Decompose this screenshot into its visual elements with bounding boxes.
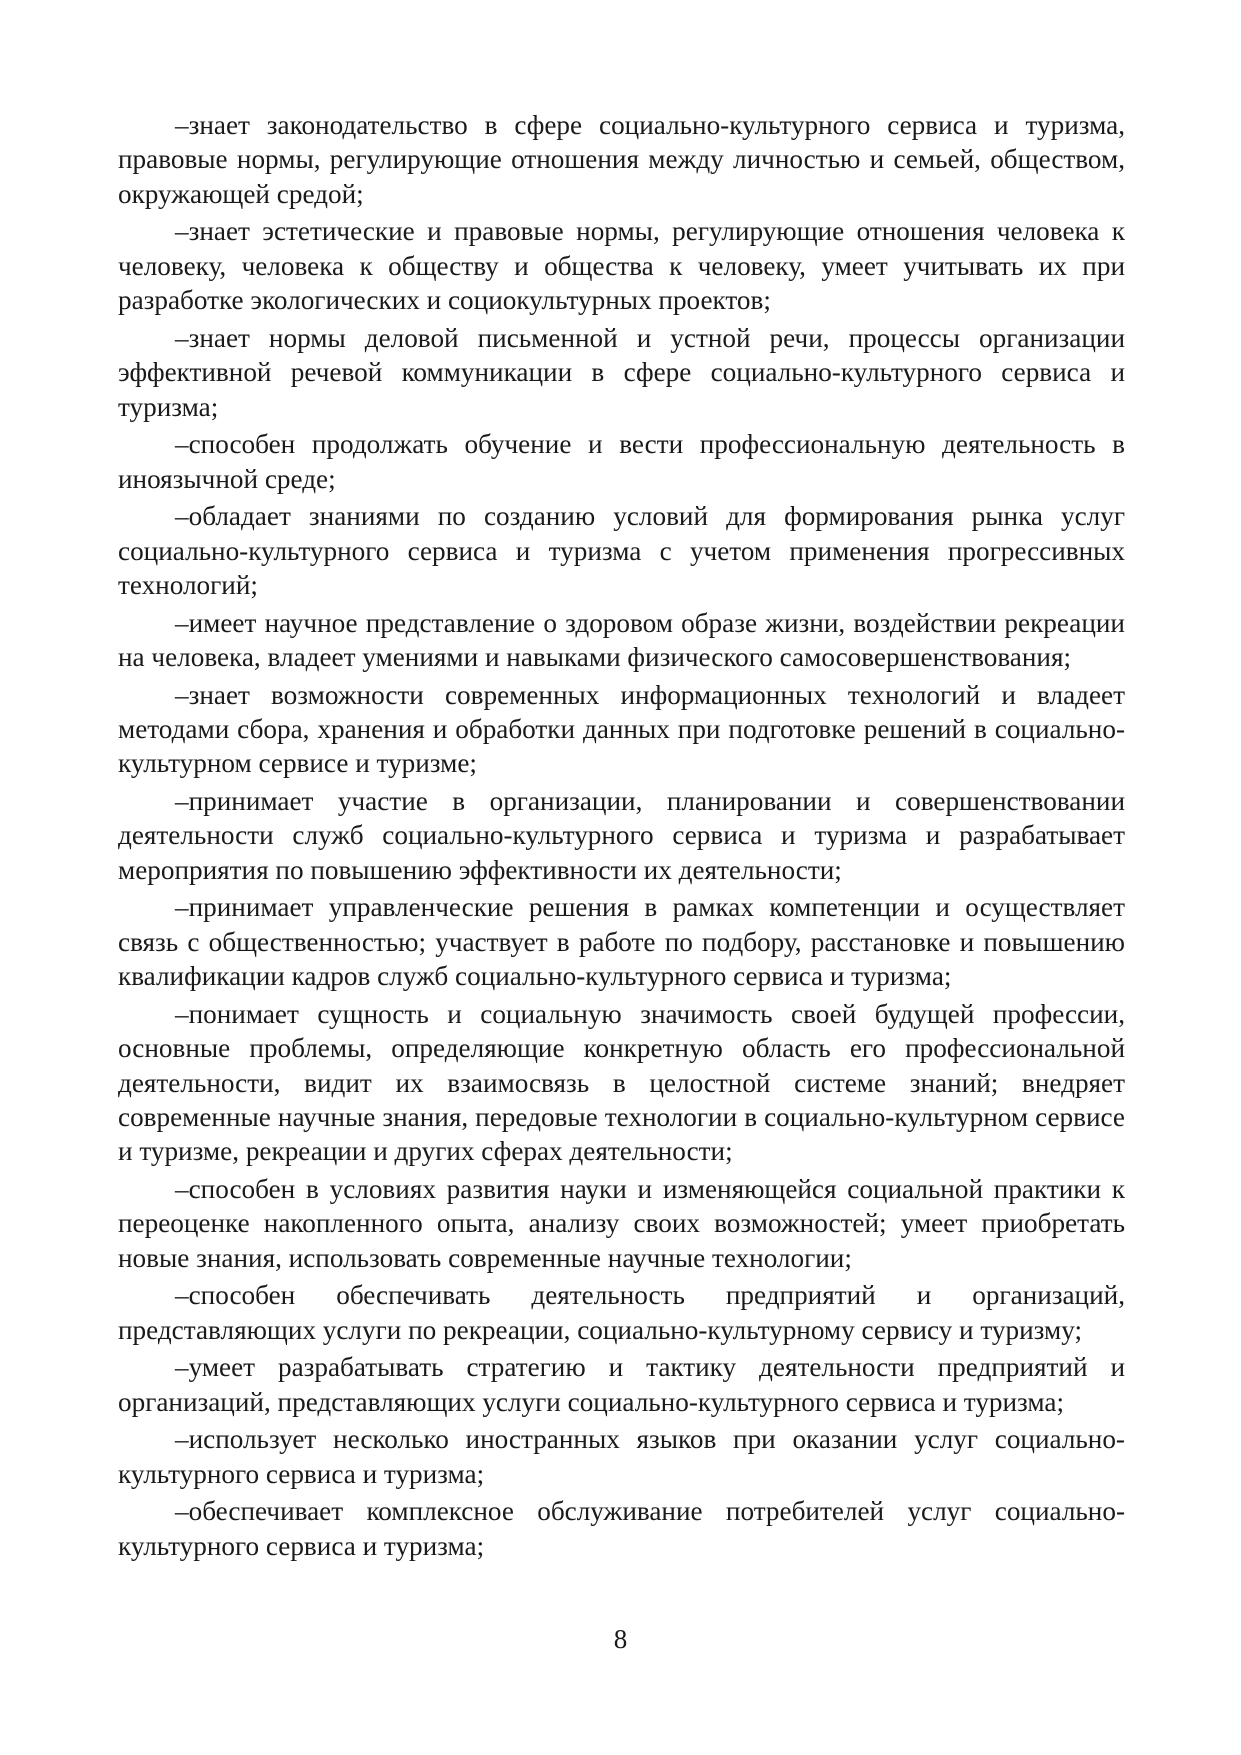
list-item: –знает законодательство в сфере социально-культурного сервиса и туризма, правовые нормы, регулирующие отношения между личностью и семьей, обществом, окружающей средой;	[118, 110, 1125, 209]
document-body	[118, 108, 1125, 1566]
list-item: –понимает сущность и социальную значимость своей будущей профессии, основные проблемы, определяющие конкретную область его профессиональной деятельности, видит их взаимосвязь в целостной системе знаний; внедряет современные научные знания, передовые технологии в социально-культурном сервисе и туризме, рекреации и других сферах деятельности;	[118, 998, 1125, 1167]
list-item: –умеет разрабатывать стратегию и тактику деятельности предприятий и организаций, представляющих услуги социально-культурного сервиса и туризма;	[118, 1352, 1125, 1417]
list-item: –имеет научное представление о здоровом образе жизни, воздействии рекреации на человека, владеет умениями и навыками физического самосовершенствования;	[118, 607, 1125, 673]
list-item: –использует несколько иностранных языков при оказании услуг социально-культурного сервиса и туризма;	[118, 1424, 1125, 1489]
page-number: 8	[613, 1624, 628, 1654]
list-item: –обладает знаниями по созданию условий для формирования рынка услуг социально-культурного сервиса и туризма с учетом применения прогрессивных технологий;	[118, 501, 1125, 601]
list-item: –принимает участие в организации, планировании и совершенствовании деятельности служб социально-культурного сервиса и туризма и разрабатывает мероприятия по повышению эффективности их деятельности;	[118, 786, 1125, 885]
list-item: –обеспечивает комплексное обслуживание потребителей услуг социально-культурного сервиса и туризма;	[118, 1496, 1125, 1561]
list-item: –способен продолжать обучение и вести профессиональную деятельность в иноязычной среде;	[118, 429, 1125, 494]
list-item: –знает нормы деловой письменной и устной речи, процессы организации эффективной речевой коммуникации в сфере социально-культурного сервиса и туризма;	[118, 322, 1125, 422]
list-item: –способен в условиях развития науки и изменяющейся социальной практики к переоценке накопленного опыта, анализу своих возможностей; умеет приобретать новые знания, использовать современные научные технологии;	[118, 1174, 1125, 1273]
list-item: –знает возможности современных информационных технологий и владеет методами сбора, хранения и обработки данных при подготовке решений в социально-культурном сервисе и туризме;	[118, 679, 1125, 779]
list-item: –знает эстетические и правовые нормы, регулирующие отношения человека к человеку, человека к обществу и общества к человеку, умеет учитывать их при разработке экологических и социокультурных проектов;	[118, 216, 1125, 316]
list-item: –способен обеспечивать деятельность предприятий и организаций, представляющих услуги по рекреации, социально-культурному сервису и туризму;	[118, 1280, 1125, 1345]
list-item: –принимает управленческие решения в рамках компетенции и осуществляет связь с общественностью; участвует в работе по подбору, расстановке и повышению квалификации кадров служб социально-культурного сервиса и туризма;	[118, 892, 1125, 992]
